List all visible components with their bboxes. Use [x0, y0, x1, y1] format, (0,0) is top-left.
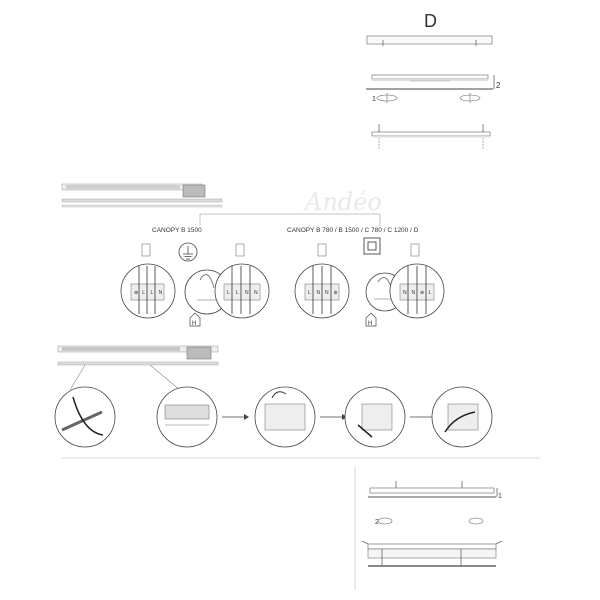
terminal-label: L	[308, 290, 311, 296]
arrow-right-icon	[320, 414, 347, 420]
connector-icon	[236, 244, 244, 256]
terminal-label: L	[428, 290, 432, 296]
terminal-label: ⊕	[134, 290, 139, 296]
zoom-circle-2	[157, 387, 217, 447]
terminal-circle-6	[390, 264, 444, 318]
terminal-label: N	[316, 290, 321, 296]
terminal-circle-3	[215, 264, 269, 318]
watermark: Andéo	[305, 188, 382, 216]
terminal-label: N	[403, 290, 407, 296]
panel-d	[366, 11, 501, 150]
terminal-label: L	[227, 290, 230, 296]
terminal-label: N	[411, 290, 416, 296]
terminal-label: N	[325, 290, 329, 296]
lamp-bar-side	[366, 75, 501, 103]
assembly-sequence	[55, 346, 492, 447]
canopy-right-label: CANOPY B 780 / B 1500 / C 780 / C 1200 / D	[287, 227, 419, 234]
house-h-icon	[366, 313, 376, 327]
connector-icon	[411, 244, 419, 256]
house-h-label: H	[192, 321, 197, 327]
dimension-label: 2	[496, 81, 501, 90]
terminal-label: N	[245, 290, 249, 296]
terminal-label: L	[236, 290, 239, 296]
ground-symbol-icon	[179, 243, 197, 261]
connector-icon	[142, 244, 150, 256]
terminal-label: ⊕	[333, 290, 338, 296]
zoom-circle-3	[255, 387, 315, 447]
lamp-bar-wires	[372, 124, 490, 150]
terminal-label: N	[254, 290, 258, 296]
zoom-circle-4	[345, 387, 405, 447]
house-h-label: H	[368, 321, 373, 327]
panel-bottom-right	[362, 481, 502, 566]
terminal-label: N	[158, 290, 163, 296]
connector-icon	[318, 244, 326, 256]
terminal-circle-1	[121, 264, 175, 318]
step-label-1: 1	[372, 96, 376, 103]
wiring-section	[62, 184, 444, 327]
class-two-symbol-icon	[364, 238, 380, 254]
zoom-circle-1	[55, 387, 115, 447]
terminal-label: ⊕	[420, 290, 425, 296]
arrow-right-icon	[222, 414, 249, 420]
canopy-left-label: CANOPY B 1500	[152, 227, 202, 234]
terminal-label: L	[150, 290, 154, 296]
lamp-bar-top	[367, 36, 492, 46]
step-label-1b: 1	[498, 493, 502, 500]
zoom-circle-5	[432, 387, 492, 447]
house-h-icon	[190, 313, 200, 327]
step-label-2: 2	[375, 519, 379, 526]
panel-d-letter: D	[424, 11, 437, 31]
terminal-label: L	[142, 290, 146, 296]
terminal-circle-4	[295, 264, 349, 318]
